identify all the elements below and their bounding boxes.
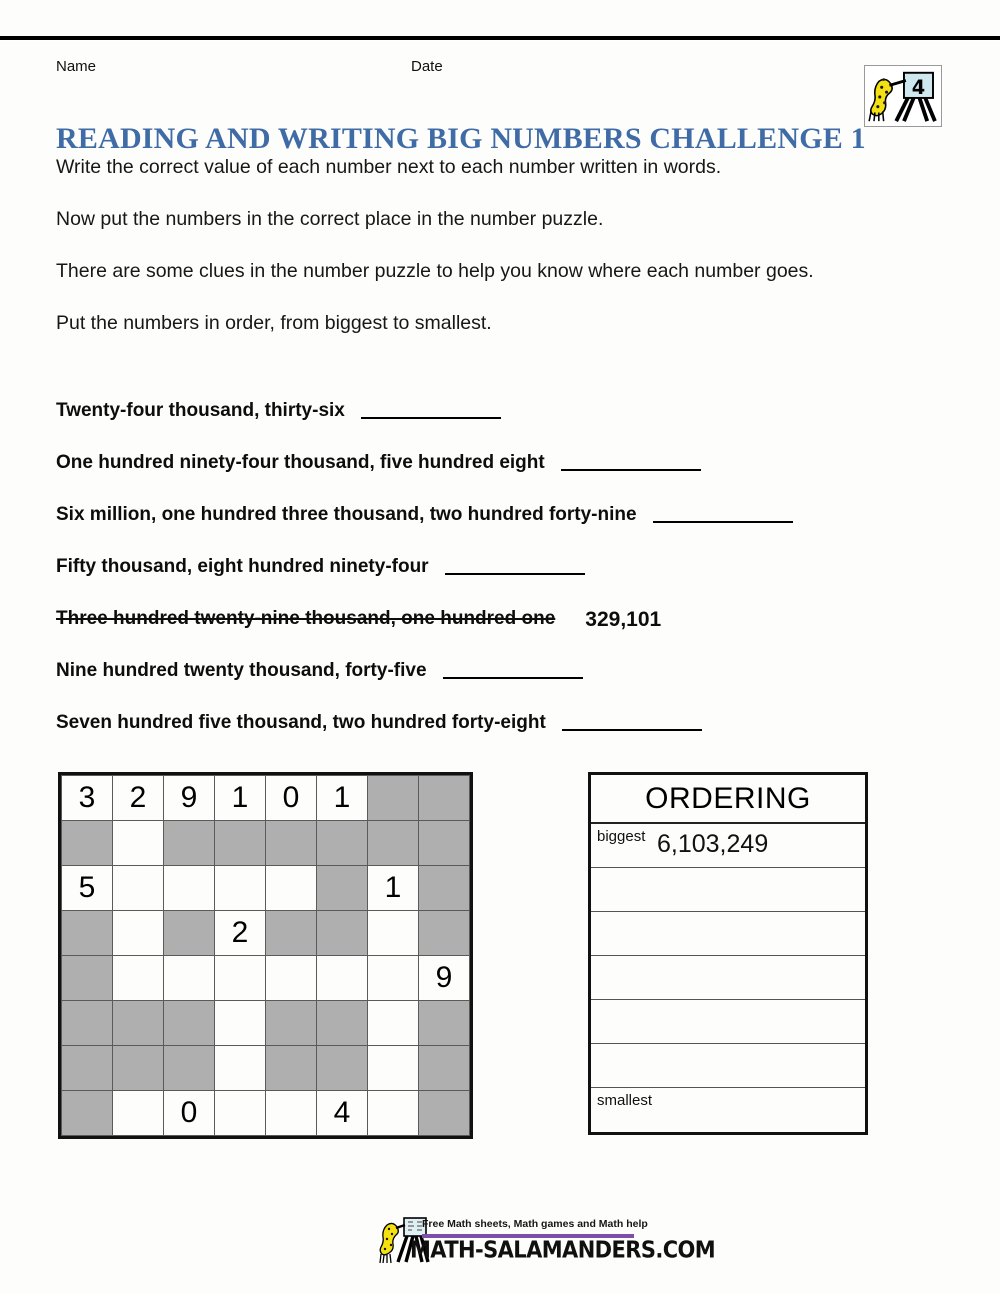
puzzle-cell[interactable] — [368, 1001, 419, 1046]
puzzle-cell-blocked — [113, 1046, 164, 1091]
answer-blank[interactable] — [653, 504, 793, 523]
ordering-row[interactable] — [591, 1044, 865, 1088]
footer-tagline: Free Math sheets, Math games and Math help — [422, 1218, 648, 1230]
ordering-row-tag: biggest — [597, 828, 646, 845]
puzzle-cell-blocked — [368, 776, 419, 821]
puzzle-cell[interactable] — [164, 956, 215, 1001]
date-label: Date — [411, 58, 443, 75]
puzzle-cell-blocked — [62, 1046, 113, 1091]
header-divider-rule — [0, 36, 1000, 41]
puzzle-cell[interactable]: 4 — [317, 1091, 368, 1136]
puzzle-cell[interactable]: 2 — [113, 776, 164, 821]
puzzle-cell[interactable] — [266, 1091, 317, 1136]
puzzle-cell-blocked — [266, 1046, 317, 1091]
puzzle-cell[interactable]: 9 — [164, 776, 215, 821]
puzzle-row — [62, 776, 470, 821]
puzzle-cell[interactable] — [164, 866, 215, 911]
answer-blank[interactable] — [443, 660, 583, 679]
puzzle-cell-blocked — [164, 1046, 215, 1091]
puzzle-cell-blocked — [164, 821, 215, 866]
question-text: Twenty-four thousand, thirty-six — [56, 400, 345, 421]
puzzle-cell-blocked — [317, 821, 368, 866]
instruction-line: There are some clues in the number puzzle to help you know where each number goes. — [56, 260, 814, 282]
question-answer-value: 329,101 — [585, 608, 662, 631]
puzzle-cell-blocked — [317, 911, 368, 956]
puzzle-cell-blocked — [62, 911, 113, 956]
name-label: Name — [56, 58, 97, 75]
ordering-row-value: 6,103,249 — [657, 830, 769, 858]
puzzle-cell[interactable] — [113, 821, 164, 866]
puzzle-cell-blocked — [266, 911, 317, 956]
footer-site-url: MATH-SALAMANDERS.COM — [410, 1236, 716, 1263]
ordering-table — [588, 772, 868, 1135]
puzzle-cell[interactable]: 5 — [62, 866, 113, 911]
puzzle-cell-blocked — [317, 1046, 368, 1091]
puzzle-cell-blocked — [266, 1001, 317, 1046]
question-text-struck: Three hundred twenty-nine thousand, one hundred one — [56, 608, 556, 629]
ordering-row[interactable] — [591, 912, 865, 956]
puzzle-row — [62, 821, 470, 866]
puzzle-cell-blocked — [164, 911, 215, 956]
answer-blank[interactable] — [445, 556, 585, 575]
puzzle-cell-blocked — [62, 1091, 113, 1136]
puzzle-cell-blocked — [62, 821, 113, 866]
puzzle-cell[interactable]: 2 — [215, 911, 266, 956]
question-text: One hundred ninety-four thousand, five hundred eight — [56, 452, 545, 473]
puzzle-cell[interactable]: 3 — [62, 776, 113, 821]
puzzle-cell-blocked — [419, 911, 470, 956]
puzzle-cell-blocked — [419, 821, 470, 866]
puzzle-cell-blocked — [215, 821, 266, 866]
question-text: Fifty thousand, eight hundred ninety-four — [56, 556, 429, 577]
puzzle-row — [62, 1091, 470, 1136]
footer-branding — [378, 1212, 716, 1274]
puzzle-cell-blocked — [368, 821, 419, 866]
puzzle-cell-blocked — [62, 956, 113, 1001]
puzzle-cell[interactable] — [368, 1091, 419, 1136]
answer-blank[interactable] — [361, 400, 501, 419]
puzzle-cell[interactable] — [368, 956, 419, 1001]
puzzle-cell[interactable] — [266, 956, 317, 1001]
question-text: Six million, one hundred three thousand, two hundred forty-nine — [56, 504, 637, 525]
ordering-row[interactable] — [591, 868, 865, 912]
puzzle-cell[interactable] — [266, 866, 317, 911]
instruction-line: Now put the numbers in the correct place in the number puzzle. — [56, 208, 604, 230]
puzzle-cell[interactable]: 1 — [317, 776, 368, 821]
puzzle-cell[interactable] — [215, 1091, 266, 1136]
page-title: READING AND WRITING BIG NUMBERS CHALLENGE 1 — [56, 122, 866, 156]
instructions-block — [56, 150, 946, 358]
puzzle-cell[interactable]: 9 — [419, 956, 470, 1001]
instruction-line: Write the correct value of each number next to each number written in words. — [56, 156, 722, 178]
question-row — [56, 712, 956, 764]
svg-text:4: 4 — [911, 76, 926, 100]
puzzle-cell-blocked — [164, 1001, 215, 1046]
puzzle-cell[interactable]: 1 — [368, 866, 419, 911]
puzzle-cell[interactable] — [113, 956, 164, 1001]
puzzle-row — [62, 1046, 470, 1091]
puzzle-cell[interactable]: 0 — [164, 1091, 215, 1136]
puzzle-row — [62, 1001, 470, 1046]
puzzle-cell-blocked — [419, 1001, 470, 1046]
question-list — [56, 400, 956, 764]
puzzle-row — [62, 911, 470, 956]
instruction-line: Put the numbers in order, from biggest to smallest. — [56, 312, 492, 334]
salamander-easel-logo-icon — [864, 65, 942, 127]
puzzle-cell-blocked — [419, 1046, 470, 1091]
question-row — [56, 556, 956, 608]
puzzle-cell[interactable] — [317, 956, 368, 1001]
puzzle-cell-blocked — [419, 1091, 470, 1136]
puzzle-cell[interactable] — [113, 866, 164, 911]
puzzle-row — [62, 866, 470, 911]
answer-blank[interactable] — [562, 712, 702, 731]
puzzle-cell[interactable] — [113, 911, 164, 956]
puzzle-cell-blocked — [62, 1001, 113, 1046]
puzzle-cell-blocked — [317, 1001, 368, 1046]
page-footer — [0, 1212, 1000, 1282]
puzzle-cell[interactable] — [368, 1046, 419, 1091]
answer-blank[interactable] — [561, 452, 701, 471]
question-row-completed — [56, 608, 956, 660]
question-row — [56, 452, 956, 504]
puzzle-cell-blocked — [317, 866, 368, 911]
puzzle-cell-blocked — [419, 866, 470, 911]
ordering-title: ORDERING — [591, 775, 865, 824]
puzzle-cell[interactable]: 0 — [266, 776, 317, 821]
question-text: Nine hundred twenty thousand, forty-five — [56, 660, 427, 681]
ordering-row[interactable] — [591, 1000, 865, 1044]
puzzle-row — [62, 956, 470, 1001]
question-row — [56, 504, 956, 556]
puzzle-cell[interactable] — [215, 1046, 266, 1091]
puzzle-cell[interactable] — [215, 1001, 266, 1046]
puzzle-cell-blocked — [113, 1001, 164, 1046]
ordering-row[interactable] — [591, 1088, 865, 1132]
ordering-row-tag: smallest — [597, 1092, 653, 1109]
question-row — [56, 660, 956, 712]
question-row — [56, 400, 956, 452]
ordering-row[interactable] — [591, 956, 865, 1000]
ordering-rows — [591, 824, 865, 1132]
puzzle-cell[interactable] — [368, 911, 419, 956]
puzzle-table — [61, 775, 470, 1136]
puzzle-cell[interactable] — [113, 1091, 164, 1136]
ordering-row[interactable] — [591, 824, 865, 868]
puzzle-cell[interactable]: 1 — [215, 776, 266, 821]
number-puzzle-grid — [58, 772, 473, 1139]
puzzle-cell[interactable] — [215, 866, 266, 911]
puzzle-cell[interactable] — [215, 956, 266, 1001]
puzzle-cell-blocked — [266, 821, 317, 866]
puzzle-cell-blocked — [419, 776, 470, 821]
question-text: Seven hundred five thousand, two hundred forty-eight — [56, 712, 546, 733]
